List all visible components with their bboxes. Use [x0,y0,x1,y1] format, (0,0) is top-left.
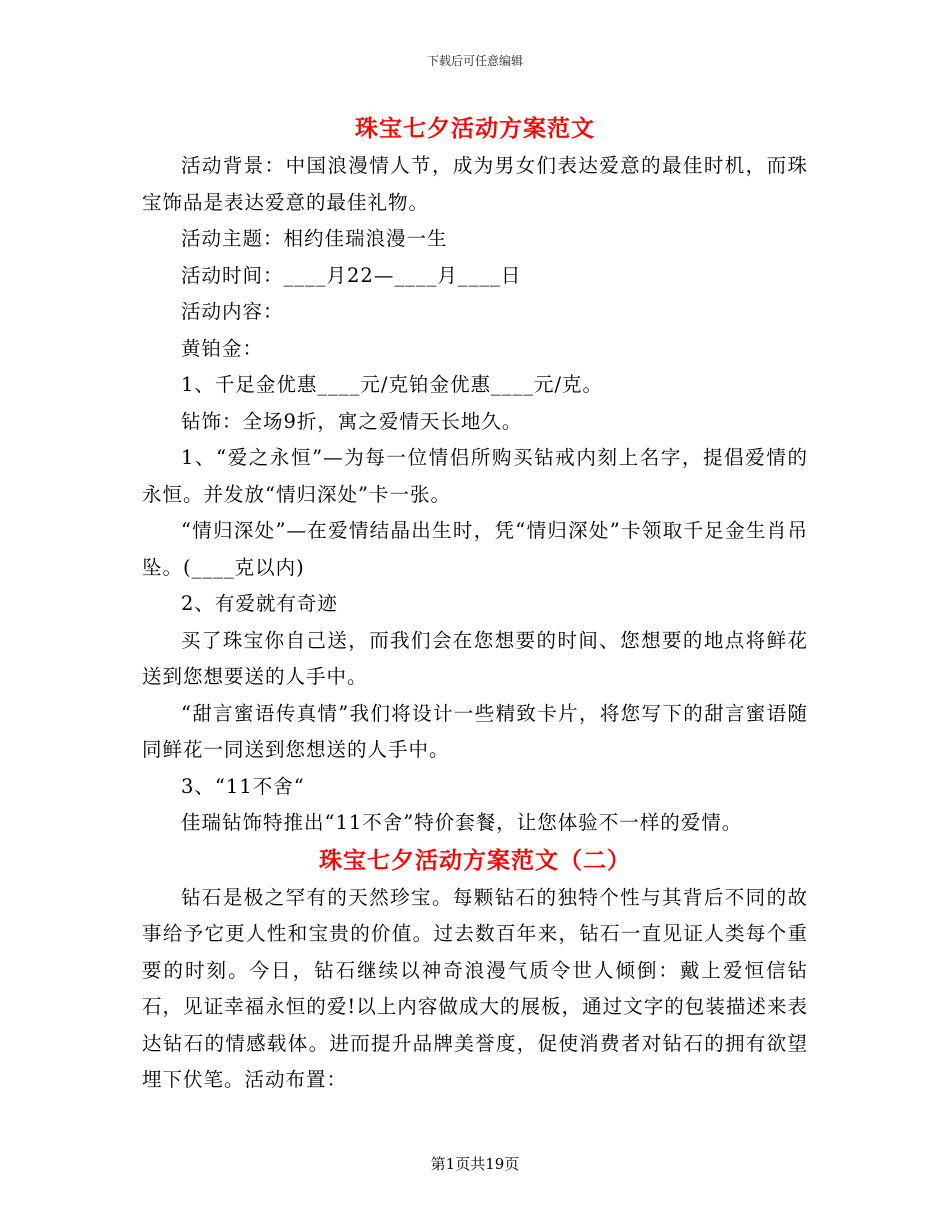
paragraph-diamond-intro: 钻石是极之罕有的天然珍宝。每颗钻石的独特个性与其背后不同的故事给予它更人性和宝贵的价值。过去数百年来，钻石一直见证人类每个重要的时刻。今日，钻石继续以神奇浪漫气质令世人倾倒：戴上爱恒信钻石，见证幸福永恒的爱!以上内容做成大的展板，通过文字的包装描述来表达钻石的情感载体。进而提升品牌美誉度，促使消费者对钻石的拥有欲望埋下伏笔。活动布置： [142,885,808,1091]
paragraph-flower-delivery: 买了珠宝你自己送，而我们会在您想要的时间、您想要的地点将鲜花送到您想要送的人手中。 [142,628,808,688]
document-title: 珠宝七夕活动方案范文 [355,115,595,142]
paragraph-gold-discount: 1、千足金优惠____元/克铂金优惠____元/克。 [181,373,604,396]
section-title-two: 珠宝七夕活动方案范文（二） [319,846,631,874]
document-body [142,110,808,1099]
paragraph-miracle-heading: 2、有爱就有奇迹 [181,592,338,615]
paragraph-content-heading: 活动内容： [181,300,284,323]
page-header: 下载后可任意编辑 [426,54,523,68]
page-footer: 第1页共19页 [430,1155,520,1173]
paragraph-background: 活动背景：中国浪漫情人节，成为男女们表达爱意的最佳时机，而珠宝饰品是表达爱意的最佳礼物。 [142,154,808,214]
paragraph-deep-love-card: “情归深处”—在爱情结晶出生时，凭“情归深处”卡领取千足金生肖吊坠。(____克以内) [142,519,808,579]
paragraph-theme: 活动主题：相约佳瑞浪漫一生 [181,227,448,250]
paragraph-eleven-package: 佳瑞钻饰特推出“11不舍”特价套餐，让您体验不一样的爱情。 [181,811,743,834]
paragraph-gold-heading: 黄铂金： [181,336,264,360]
paragraph-eleven-heading: 3、“11不舍“ [181,774,305,798]
paragraph-diamond-discount: 钻饰：全场9折，寓之爱情天长地久。 [181,409,523,433]
paragraph-time: 活动时间：____月22—____月____日 [181,263,522,287]
paragraph-sweet-words: “甜言蜜语传真情”我们将设计一些精致卡片，将您写下的甜言蜜语随同鲜花一同送到您想送的人手中。 [142,701,808,761]
paragraph-eternal-love: 1、“爱之永恒”—为每一位情侣所购买钻戒内刻上名字，提倡爱情的永恒。并发放“情归深处”卡一张。 [142,446,808,506]
